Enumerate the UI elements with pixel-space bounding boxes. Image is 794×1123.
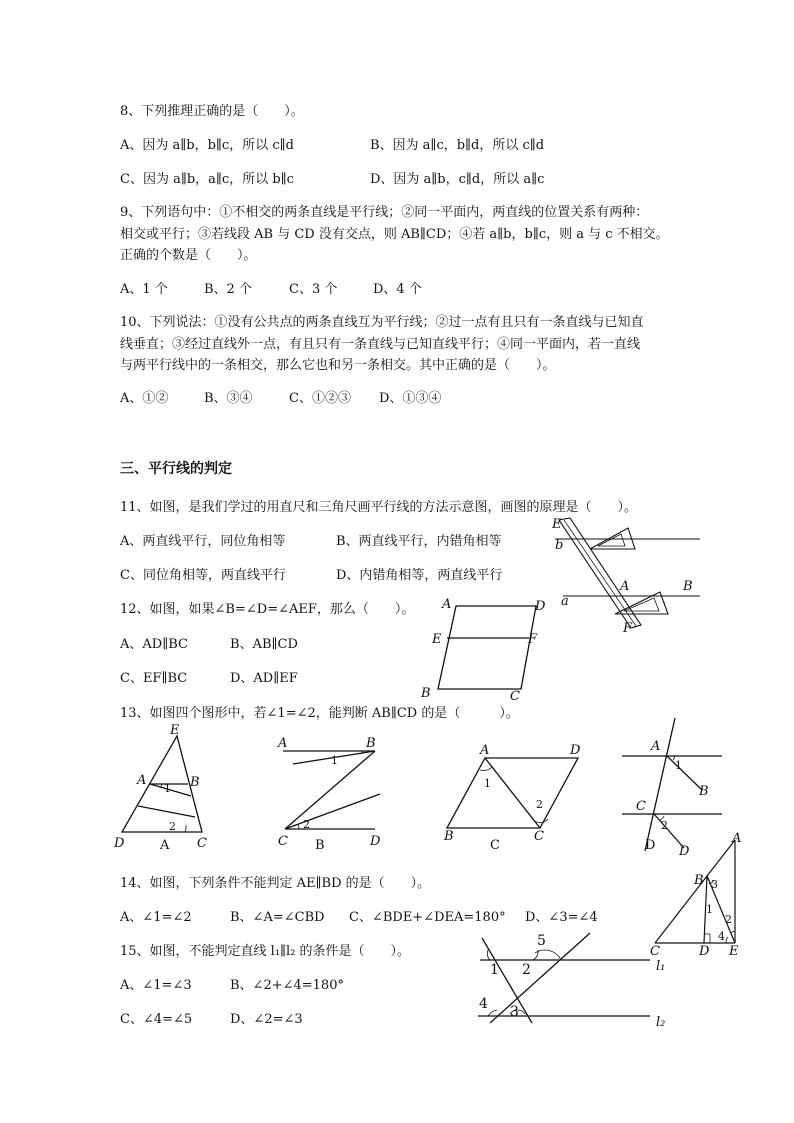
q13d-angle-2: 2 [661, 819, 668, 832]
q13d-label-b: B [699, 784, 709, 799]
q13b-label-a: A [278, 736, 288, 751]
q13a-angle-2: 2 [169, 820, 176, 833]
q10-option-a: A、①② [120, 391, 169, 406]
q14-angle-3: 3 [711, 878, 718, 891]
q12-label-a: A [442, 597, 452, 612]
q10-stem-line1: 10、下列说法：①没有公共点的两条直线互为平行线；②过一点有且只有一条直线与已知直 [120, 315, 644, 330]
q11-label-e: E [552, 517, 562, 532]
q14-stem: 14、如图，下列条件不能判定 AE∥BD 的是（ ）。 [120, 876, 431, 891]
q11-option-d: D、内错角相等，两直线平行 [336, 568, 503, 583]
q13a-label-e: E [170, 723, 180, 738]
q12-label-d: D [535, 599, 546, 614]
q15-angle-5: 5 [537, 933, 546, 949]
q10-stem-line3: 与两平行线中的一条相交，那么它也和另一条相交。其中正确的是（ ）。 [120, 358, 556, 373]
q11-label-a-point: A [620, 579, 630, 594]
q13b-label-c: C [278, 834, 288, 849]
q13c-angle-1: 1 [484, 777, 491, 790]
q13c-label-c: C [534, 829, 544, 844]
q11-option-b: B、两直线平行，内错角相等 [336, 534, 502, 549]
q14-option-d: D、∠3=∠4 [525, 910, 598, 925]
q13-caption-c: C [490, 838, 500, 853]
q13c-label-a: A [480, 743, 490, 758]
q10-option-c: C、①②③ [289, 391, 351, 406]
q15-angle-4: 4 [479, 996, 488, 1012]
q11-label-f: F [623, 621, 633, 636]
q13b-label-d: D [370, 834, 381, 849]
q9-stem-line1: 9、下列语句中：①不相交的两条直线是平行线；②同一平面内，两直线的位置关系有两种： [120, 205, 649, 220]
q10-option-d: D、①③④ [379, 391, 442, 406]
q12-option-a: A、AD∥BC [120, 637, 188, 652]
q15-angle-2: 2 [522, 962, 531, 978]
q14-option-a: A、∠1=∠2 [120, 910, 192, 925]
q9-option-c: C、3 个 [289, 282, 338, 297]
q13a-angle-1: 1 [164, 782, 171, 795]
q11-option-c: C、同位角相等，两直线平行 [120, 568, 286, 583]
q15-option-a: A、∠1=∠3 [120, 978, 192, 993]
q12-figure [418, 596, 558, 706]
q13a-label-c: C [197, 836, 207, 851]
q13d-label-c: C [636, 799, 646, 814]
q13d-angle-1: 1 [675, 759, 682, 772]
q15-figure [470, 928, 680, 1033]
q13c-label-b: B [444, 829, 454, 844]
q13-figure-b [275, 734, 390, 849]
q8-option-b: B、因为 a∥c，b∥d，所以 c∥d [370, 138, 545, 153]
q9-stem-line3: 正确的个数是（ ）。 [120, 248, 257, 263]
q12-label-e: E [432, 632, 442, 647]
q12-option-d: D、AD∥EF [230, 671, 298, 686]
q13a-label-b: B [190, 775, 200, 790]
q11-figure [545, 515, 705, 640]
q15-label-l1: l₁ [656, 959, 666, 974]
q12-label-b: B [421, 686, 431, 701]
q8-stem: 8、下列推理正确的是（ ）。 [120, 104, 304, 119]
q9-option-b: B、2 个 [204, 282, 252, 297]
q12-label-c: C [510, 689, 520, 704]
q15-label-l2: l₂ [656, 1015, 666, 1030]
q13d-label-d: D [679, 844, 690, 859]
q8-option-c: C、因为 a∥b，a∥c，所以 b∥c [120, 172, 294, 187]
q13a-label-a: A [137, 773, 147, 788]
q13c-label-d: D [570, 743, 581, 758]
q8-option-d: D、因为 a∥b，c∥d，所以 a∥c [370, 172, 545, 187]
q14-label-e: E [729, 944, 739, 959]
q14-label-d: D [699, 944, 710, 959]
q11-option-a: A、两直线平行，同位角相等 [120, 534, 286, 549]
q8-option-a: A、因为 a∥b，b∥c，所以 c∥d [120, 138, 294, 153]
q13b-label-b: B [366, 736, 376, 751]
q13-stem: 13、如图四个图形中，若∠1=∠2，能判断 AB∥CD 的是（ ）。 [120, 706, 519, 721]
section-heading: 三、平行线的判定 [120, 461, 232, 477]
q13-caption-b: B [315, 838, 325, 853]
q13-figure-a [112, 724, 222, 852]
q13a-label-d: D [114, 836, 125, 851]
q15-option-c: C、∠4=∠5 [120, 1012, 193, 1027]
q15-angle-3: 3 [510, 1004, 519, 1020]
q11-label-a-line: a [561, 594, 569, 609]
q15-stem: 15、如图，不能判定直线 l₁∥l₂ 的条件是（ ）。 [120, 944, 411, 959]
q13b-angle-2: 2 [303, 818, 310, 831]
q13c-angle-2: 2 [536, 798, 543, 811]
q14-label-b: B [694, 873, 704, 888]
q14-angle-1: 1 [706, 903, 713, 916]
q14-option-b: B、∠A=∠CBD [230, 910, 325, 925]
q15-option-d: D、∠2=∠3 [230, 1012, 303, 1027]
q12-stem: 12、如图，如果∠B=∠D=∠AEF，那么（ ）。 [120, 602, 415, 617]
q14-angle-4: 4 [718, 930, 725, 943]
q11-stem: 11、如图，是我们学过的用直尺和三角尺画平行线的方法示意图，画图的原理是（ ）。 [120, 500, 638, 515]
q9-option-a: A、1 个 [120, 282, 168, 297]
q13-caption-d: D [645, 838, 656, 853]
q11-label-b-point: B [683, 579, 693, 594]
q10-option-b: B、③④ [204, 391, 253, 406]
q14-label-a: A [732, 831, 742, 846]
q9-option-d: D、4 个 [373, 282, 422, 297]
q14-option-c: C、∠BDE+∠DEA=180° [349, 910, 506, 925]
q14-label-c: C [650, 944, 660, 959]
q11-label-b-line: b [555, 538, 564, 553]
q13d-label-a: A [651, 739, 661, 754]
q14-angle-2: 2 [725, 913, 732, 926]
q13-figure-c [440, 740, 590, 844]
q15-angle-1: 1 [490, 962, 499, 978]
q9-stem-line2: 相交或平行；③若线段 AB 与 CD 没有交点，则 AB∥CD；④若 a∥b，b∥c，则 a 与 c 不相交。 [120, 227, 669, 242]
q13b-angle-1: 1 [331, 754, 338, 767]
q12-label-f: F [528, 632, 538, 647]
q13-caption-a: A [160, 838, 170, 853]
q12-option-c: C、EF∥BC [120, 671, 188, 686]
q12-option-b: B、AB∥CD [230, 637, 298, 652]
q15-option-b: B、∠2+∠4=180° [230, 978, 344, 993]
q10-stem-line2: 线垂直；③经过直线外一点，有且只有一条直线与已知直线平行；④同一平面内，若一直线 [120, 337, 641, 352]
